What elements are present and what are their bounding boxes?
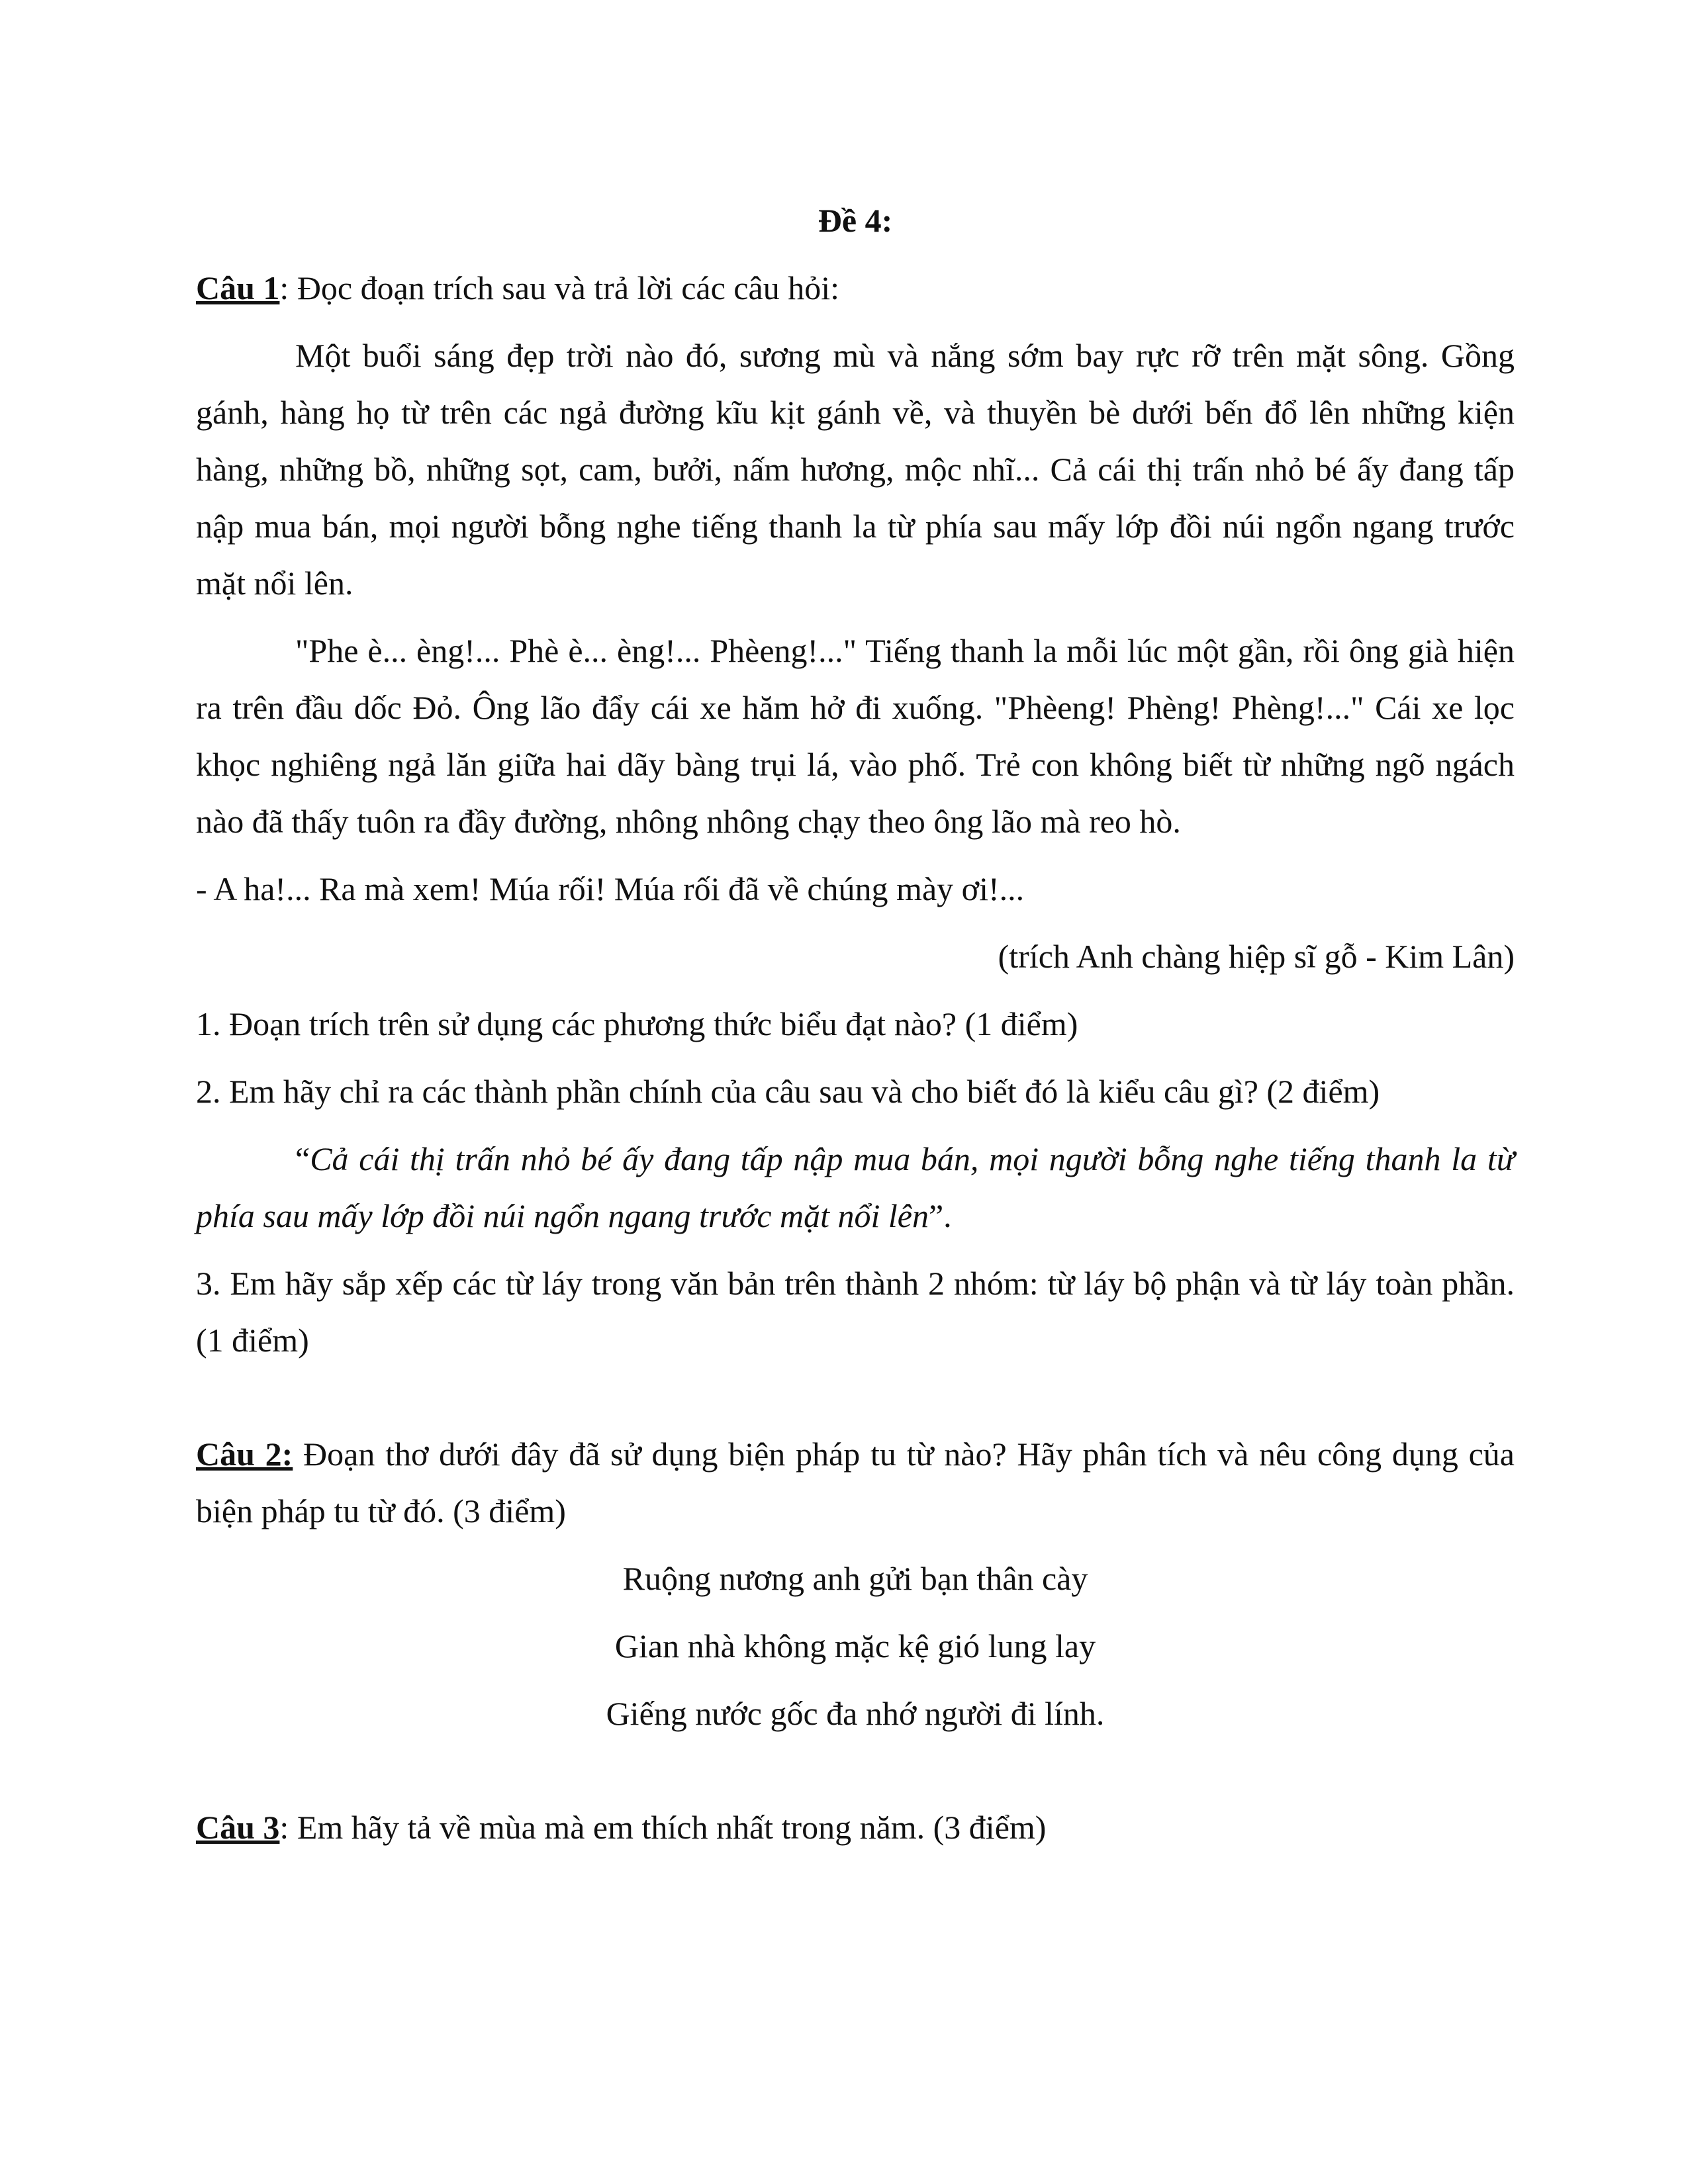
question-2-text: Đoạn thơ dưới đây đã sử dụng biện pháp tu từ nào? Hãy phân tích và nêu công dụng của biện pháp tu từ đó. (3 điểm) bbox=[196, 1435, 1515, 1529]
quoted-sentence bbox=[196, 1130, 1515, 1244]
poem-line-3: Giếng nước gốc đa nhớ người đi lính. bbox=[606, 1695, 1105, 1732]
question-1-header bbox=[196, 259, 1515, 316]
quote-open-mark: “ bbox=[295, 1140, 310, 1177]
excerpt-source: (trích Anh chàng hiệp sĩ gỗ - Kim Lân) bbox=[998, 938, 1515, 975]
question-1-item-2: 2. Em hãy chỉ ra các thành phần chính của câu sau và cho biết đó là kiểu câu gì? (2 điểm) bbox=[196, 1073, 1380, 1110]
excerpt-paragraph-2: "Phe è... èng!... Phè è... èng!... Phèeng!..." Tiếng thanh la mỗi lúc một gần, rồi ông già hiện ra trên đầu dốc Đỏ. Ông lão đẩy cái xe hăm hở đi xuống. "Phèeng! Phèng! Phèng!..." Cái xe lọc khọc nghiêng ngả lăn giữa hai dãy bàng trụi lá, vào phố. Trẻ con không biết từ những ngõ ngách nào đã thấy tuôn ra đầy đường, nhông nhông chạy theo ông lão mà reo hò. bbox=[196, 632, 1515, 840]
document-page bbox=[196, 192, 1515, 1856]
question-1-label: Câu 1 bbox=[196, 269, 280, 306]
exam-title: Đề 4: bbox=[818, 202, 893, 239]
quote-text: Cả cái thị trấn nhỏ bé ấy đang tấp nập mua bán, mọi người bỗng nghe tiếng thanh la từ phía sau mấy lớp đồi núi ngổn ngang trước mặt nổi lên bbox=[196, 1140, 1515, 1234]
question-2 bbox=[196, 1426, 1515, 1539]
question-3-text: : Em hãy tả về mùa mà em thích nhất trong năm. (3 điểm) bbox=[279, 1809, 1047, 1846]
question-2-label: Câu 2: bbox=[196, 1435, 293, 1473]
poem-line-1: Ruộng nương anh gửi bạn thân cày bbox=[622, 1560, 1088, 1597]
question-1-item-1: 1. Đoạn trích trên sử dụng các phương thức biểu đạt nào? (1 điểm) bbox=[196, 1005, 1078, 1042]
question-1-item-3: 3. Em hãy sắp xếp các từ láy trong văn bản trên thành 2 nhóm: từ láy bộ phận và từ láy toàn phần. (1 điểm) bbox=[196, 1265, 1515, 1359]
question-3-label: Câu 3 bbox=[196, 1809, 280, 1846]
excerpt-paragraph-3: - A ha!... Ra mà xem! Múa rối! Múa rối đã về chúng mày ơi!... bbox=[196, 870, 1025, 907]
poem-line-2: Gian nhà không mặc kệ gió lung lay bbox=[614, 1627, 1096, 1664]
quote-close-mark: ”. bbox=[928, 1197, 952, 1234]
excerpt-paragraph-1: Một buổi sáng đẹp trời nào đó, sương mù và nắng sớm bay rực rỡ trên mặt sông. Gồng gánh, hàng họ từ trên các ngả đường kĩu kịt gánh về, và thuyền bè dưới bến đổ lên những kiện hàng, những bồ, những sọt, cam, bưởi, nấm hương, mộc nhĩ... Cả cái thị trấn nhỏ bé ấy đang tấp nập mua bán, mọi người bỗng nghe tiếng thanh la từ phía sau mấy lớp đồi núi ngổn ngang trước mặt nổi lên. bbox=[196, 337, 1515, 602]
poem bbox=[196, 1550, 1515, 1742]
question-1-intro: : Đọc đoạn trích sau và trả lời các câu hỏi: bbox=[279, 269, 839, 306]
question-3 bbox=[196, 1799, 1515, 1856]
